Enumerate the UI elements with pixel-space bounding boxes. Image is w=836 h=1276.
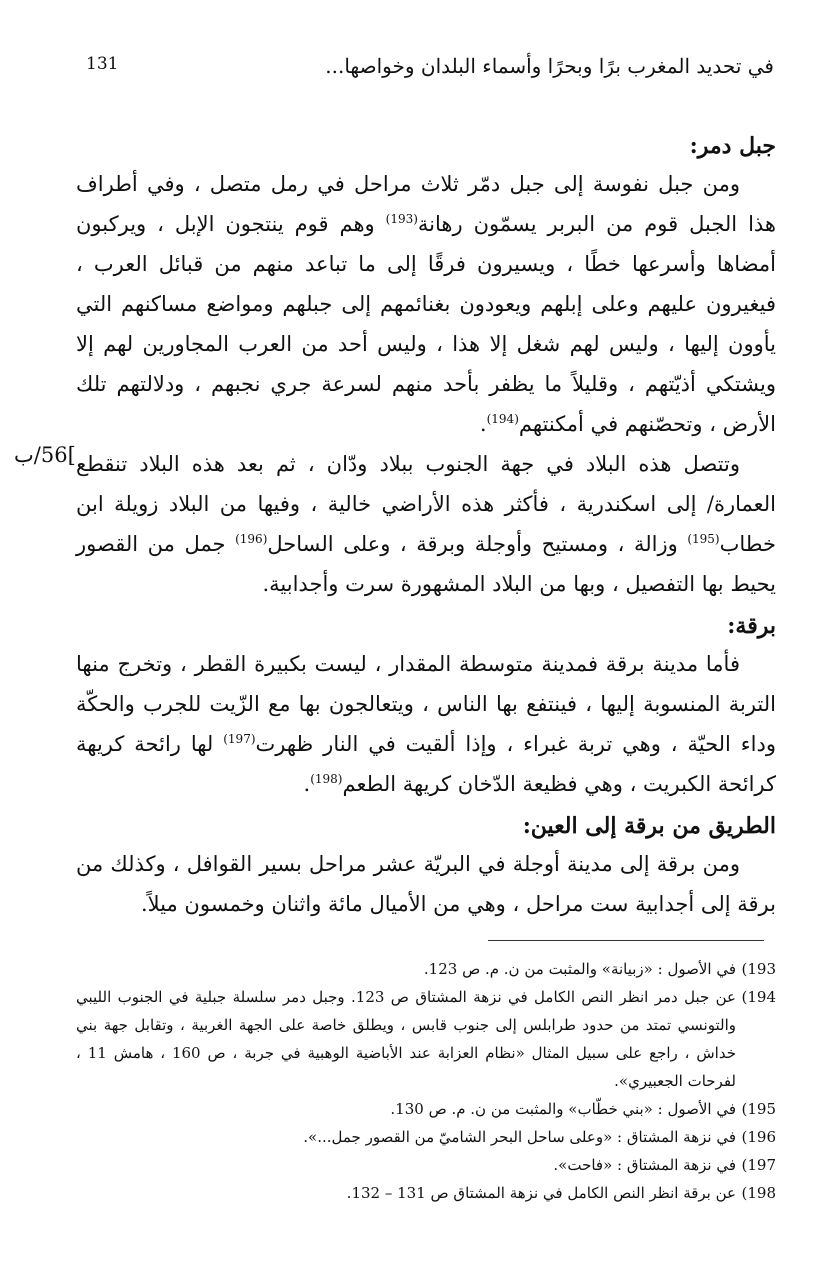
footnote [76, 1179, 776, 1207]
footnote-number: 197) [741, 1156, 776, 1174]
margin-folio-note: ]56/ب [14, 443, 76, 467]
text-run: وهم قوم ينتجون الإبل ، ويركبون أمضاها وأسرعها خطًا ، ويسيرون فرقًا إلى ما تباعد منهم من قبائل العرب ، فيغيرون عليهم وعلى إبلهم ويعودون بغنائمهم إلى جبلهم ومواضع مساكنهم التي يأوون إليها ، وليس لهم شغل إلا هذا ، وليس أحد من العرب المجاورين لهم إلا ويشتكي أذيّتهم ، وقليلاً ما يظفر بأحد منهم لسرعة جري نجبهم ، ودلالتهم تلك الأرض ، وتحصّنهم في أمكنتهم [76, 212, 776, 436]
footnote-number: 196) [741, 1128, 776, 1146]
text-run: ومن برقة إلى مدينة أوجلة في البريّة عشر مراحل بسير القوافل ، وكذلك من برقة إلى أجدابية ست مراحل ، وهي من الأميال مائة واثنان وخمسون ميلاً. [76, 852, 776, 916]
footnotes [76, 955, 776, 1207]
footnote-number: 193) [741, 960, 776, 978]
footnote-ref[interactable]: (197) [223, 732, 256, 746]
paragraph [76, 164, 776, 444]
footnote-divider [488, 940, 764, 941]
footnote-ref[interactable]: (194) [486, 412, 519, 426]
footnote [76, 955, 776, 983]
text-run: لها رائحة كريهة كرائحة الكبريت ، وهي فظيعة الدّخان كريهة الطعم [76, 732, 776, 796]
footnote-ref[interactable]: (193) [385, 212, 418, 226]
footnote-text: في نزهة المشتاق : «فاحت». [553, 1156, 736, 1174]
text-run: وتتصل هذه البلاد في جهة الجنوب ببلاد ودّان ، ثم بعد هذه البلاد تنقطع العمارة/ إلى اسكندرية ، فأكثر هذه الأراضي خالية ، وفيها من البلاد زويلة ابن خطاب [76, 452, 776, 556]
footnote-number: 195) [741, 1100, 776, 1118]
text-run: جمل من القصور يحيط بها التفصيل ، وبها من البلاد المشهورة سرت وأجدابية. [76, 532, 776, 596]
section-heading: الطريق من برقة إلى العين: [522, 813, 776, 839]
footnote-number: 198) [741, 1184, 776, 1202]
footnote [76, 1151, 776, 1179]
footnote [76, 1123, 776, 1151]
footnote-ref[interactable]: (198) [310, 772, 343, 786]
section [76, 608, 776, 804]
footnote-text: في نزهة المشتاق : «وعلى ساحل البحر الشاميّ من القصور جمل...». [303, 1128, 736, 1146]
paragraph [76, 644, 776, 804]
section [76, 128, 776, 604]
footnote [76, 983, 776, 1095]
text-run: ومن جبل نفوسة إلى جبل دمّر ثلاث مراحل في رمل متصل ، وفي أطراف هذا الجبل قوم من البربر يسمّون رهانة [76, 172, 776, 236]
footnote-ref[interactable]: (196) [235, 532, 268, 546]
page-number: 131 [86, 54, 119, 74]
running-title: في تحديد المغرب برًا وبحرًا وأسماء البلدان وخواصها... [325, 54, 774, 78]
paragraph [76, 844, 776, 924]
footnote-text: عن جبل دمر انظر النص الكامل في نزهة المشتاق ص 123. وجبل دمر سلسلة جبلية في الجنوب الليبي والتونسي تمتد من حدود طرابلس إلى جنوب قابس ، ويطلق خاصة على الجهة الغربية ، وتقابل جهة بني خداش ، راجع على سبيل المثال «نظام العزابة عند الأباضية الوهبية في جربة ، ص 160 ، هامش 11 ، لفرحات الجعبيري». [76, 988, 736, 1090]
main-text [76, 124, 776, 924]
text-run: . [479, 412, 487, 436]
footnote-ref[interactable]: (195) [687, 532, 720, 546]
page-header [86, 54, 774, 94]
text-run: فأما مدينة برقة فمدينة متوسطة المقدار ، ليست بكبيرة القطر ، وتخرج منها التربة المنسوبة إليها ، فينتفع بها الناس ، ويتعالجون بها مع الزّيت للجرب والحكّة وداء الحيّة ، وهي تربة غبراء ، وإذا ألقيت في النار ظهرت [76, 652, 776, 756]
text-run: وزالة ، ومستيح وأوجلة وبرقة ، وعلى الساحل [267, 532, 688, 556]
section-heading: جبل دمر: [689, 133, 776, 159]
footnote-number: 194) [741, 988, 776, 1006]
text-run: . [303, 772, 311, 796]
footnote-text: في الأصول : «زبيانة» والمثبت من ن. م. ص 123. [423, 960, 736, 978]
section [76, 808, 776, 924]
paragraph [76, 444, 776, 604]
footnote-text: عن برقة انظر النص الكامل في نزهة المشتاق ص 131 – 132. [346, 1184, 736, 1202]
section-heading: برقة: [727, 613, 776, 639]
footnote [76, 1095, 776, 1123]
footnote-text: في الأصول : «بني خطّاب» والمثبت من ن. م. ص 130. [390, 1100, 736, 1118]
